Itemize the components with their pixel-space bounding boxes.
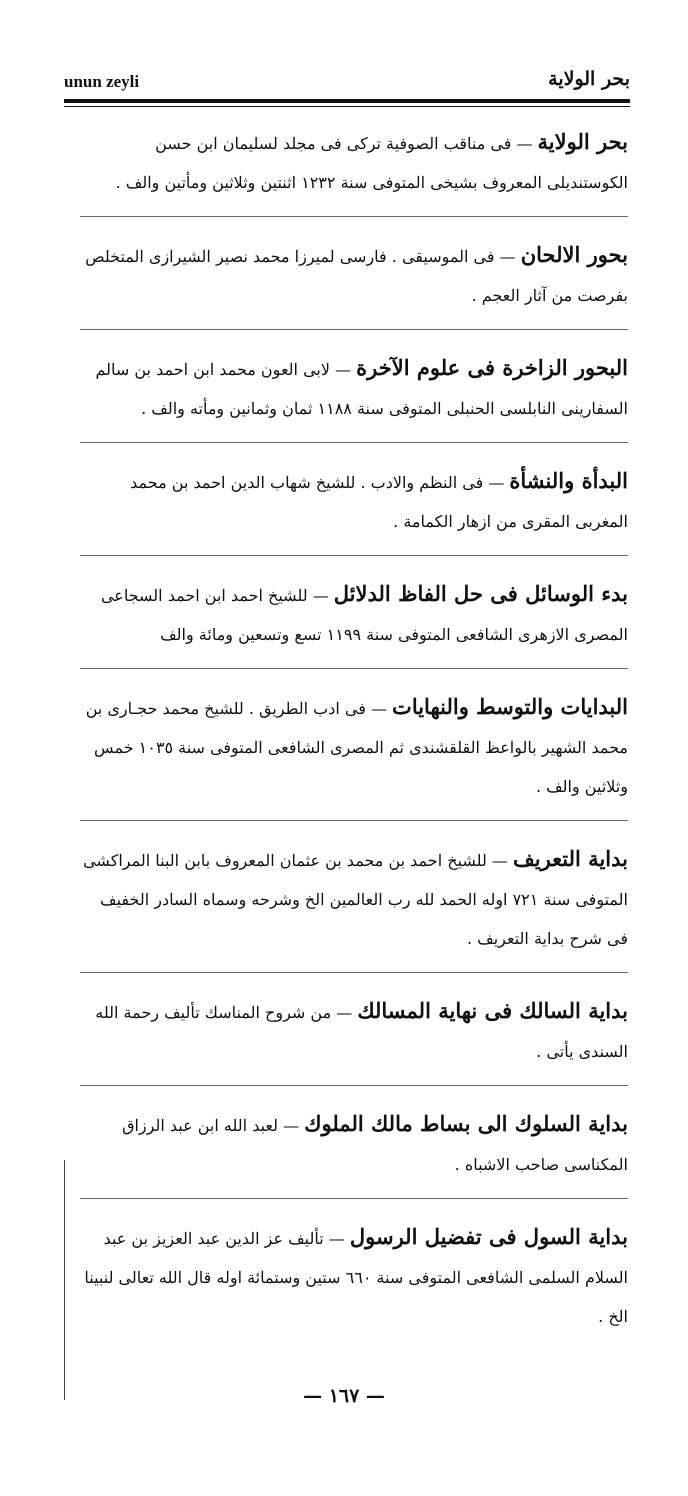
entry-title: بداية السلوك الى بساط مالك الملوك <box>304 1111 628 1136</box>
entry-title: بداية السول فى تفضيل الرسول <box>349 1224 628 1249</box>
header-rule-thin <box>64 106 630 107</box>
entry-body: — فى الموسيقى . فارسى لميرزا محمد نصير الشيرازى المتخلص بفرصت من آثار العجم . <box>85 247 628 305</box>
entry-body: — فى مناقب الصوفية تركى فى مجلد لسليمان ابن حسن الكوستنديلى المعروف بشيخى المتوفى سنة ١٢٣٢ اثنتين وثلاثين ومأتين والف . <box>115 134 628 192</box>
entry-title: بدء الوسائل فى حل الفاظ الدلائل <box>333 581 628 606</box>
entry-title: بحور الالحان <box>520 242 628 267</box>
entry-body: — من شروح المناسك تأليف رحمة الله السندى يأتى . <box>95 1003 628 1061</box>
entry-body: — تأليف عز الدين عبد العزيز بن عبد السلام السلمى الشافعى المتوفى سنة ٦٦٠ ستين وستمائة اوله قال الله تعالى لنبينا الخ . <box>84 1229 628 1326</box>
entry <box>80 348 628 443</box>
entry <box>80 122 628 217</box>
entry <box>80 687 628 821</box>
header-rule-thick <box>64 99 630 103</box>
entry-title: البدأة والنشأة <box>509 468 628 493</box>
header-left-text: unun zeyli <box>64 72 140 91</box>
entry-list <box>80 122 628 1368</box>
entry <box>80 574 628 669</box>
entry-title: بداية التعريف <box>513 846 628 871</box>
running-head: بحر الولاية <box>548 68 630 90</box>
entry-body: — لعبد الله ابن عبد الرزاق المكناسى صاحب الاشباه . <box>122 1116 628 1174</box>
entry <box>80 1104 628 1199</box>
entry-title: بداية السالك فى نهاية المسالك <box>357 998 628 1023</box>
entry-body: — للشيخ احمد ابن احمد السجاعى المصرى الازهرى الشافعى المتوفى سنة ١١٩٩ تسع وتسعين ومائة والف <box>100 586 628 644</box>
margin-line <box>64 1160 65 1400</box>
entry-title: البحور الزاخرة فى علوم الآخرة <box>356 355 628 380</box>
entry <box>80 991 628 1086</box>
page-number: — ١٦٧ — <box>303 1385 385 1407</box>
entry <box>80 461 628 556</box>
entry <box>80 235 628 330</box>
entry-body: — فى النظم والادب . للشيخ شهاب الدين احمد بن محمد المغربى المقرى من ازهار الكمامة . <box>130 473 628 531</box>
entry-title: البدايات والتوسط والنهايات <box>392 694 628 719</box>
entry-body: — فى ادب الطريق . للشيخ محمد حجـارى بن محمد الشهير بالواعظ القلقشندى ثم المصرى الشافعى المتوفى سنة ١٠٣٥ خمس وثلاثين والف . <box>85 699 628 796</box>
entry-body: — للشيخ احمد بن محمد بن عثمان المعروف بابن البنا المراكشى المتوفى سنة ٧٢١ اوله الحمد لله رب العالمين الخ وشرحه وسماه السادر الخفيف فى شرح بداية التعريف . <box>83 851 628 948</box>
entry-body: — لابى العون محمد ابن احمد بن سالم السفارينى النابلسى الحنبلى المتوفى سنة ١١٨٨ ثمان وثمانين ومأته والف . <box>95 360 628 418</box>
entry <box>80 839 628 973</box>
entry <box>80 1217 628 1350</box>
entry-title: بحر الولاية <box>537 129 628 154</box>
